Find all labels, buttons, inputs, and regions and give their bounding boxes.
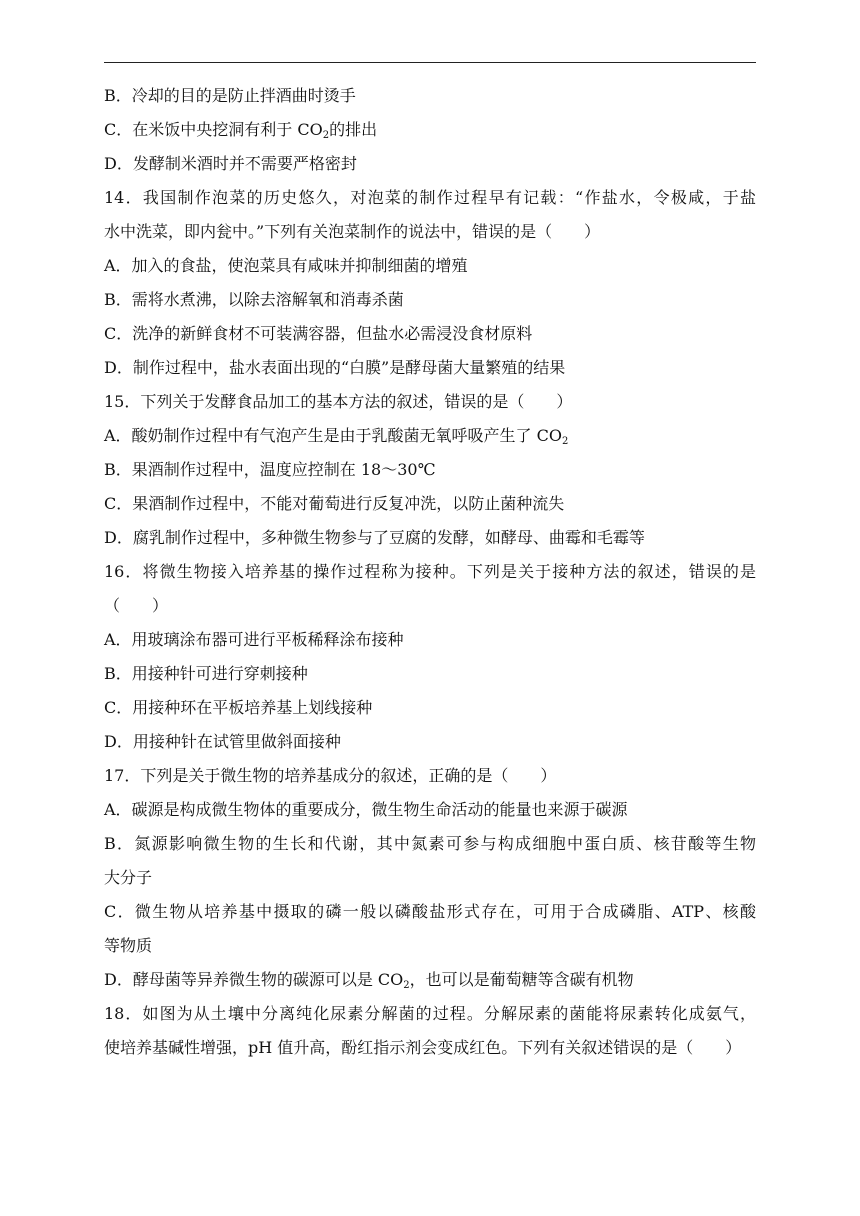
option-15b: B．果酒制作过程中，温度应控制在 18～30℃ — [104, 460, 436, 479]
option-17d: D．酵母菌等异养微生物的碳源可以是 $CO_2$，也可以是葡萄糖等含碳有机物 — [104, 970, 634, 991]
option-13b: B．冷却的目的是防止拌酒曲时烫手 — [104, 86, 356, 105]
option-13d: D．发酵制米酒时并不需要严格密封 — [104, 154, 357, 173]
question-17-stem: 17．下列是关于微生物的培养基成分的叙述，正确的是（ ） — [104, 766, 557, 785]
option-16b: B．用接种针可进行穿刺接种 — [104, 664, 308, 683]
question-16-stem-line-2: （ ） — [104, 596, 169, 615]
header-rule — [104, 62, 756, 63]
option-16c: C．用接种环在平板培养基上划线接种 — [104, 698, 373, 717]
option-17b-line-1: B．氮源影响微生物的生长和代谢，其中氮素可参与构成细胞中蛋白质、核苷酸等生物 — [104, 834, 756, 853]
option-14a: A．加入的食盐，使泡菜具有咸味并抑制细菌的增殖 — [104, 256, 468, 275]
option-14b: B．需将水煮沸，以除去溶解氧和消毒杀菌 — [104, 290, 404, 309]
question-14-stem-line-2: 水中洗菜，即内瓮中。”下列有关泡菜制作的说法中，错误的是（ ） — [104, 222, 601, 241]
option-14d: D．制作过程中，盐水表面出现的“白膜”是酵母菌大量繁殖的结果 — [104, 358, 566, 377]
question-15-stem: 15．下列关于发酵食品加工的基本方法的叙述，错误的是（ ） — [104, 392, 573, 411]
option-17c-line-2: 等物质 — [104, 936, 153, 955]
option-16a: A．用玻璃涂布器可进行平板稀释涂布接种 — [104, 630, 404, 649]
option-17c-line-1: C．微生物从培养基中摄取的磷一般以磷酸盐形式存在，可用于合成磷脂、ATP、核酸 — [104, 902, 756, 921]
option-17a: A．碳源是构成微生物体的重要成分，微生物生命活动的能量也来源于碳源 — [104, 800, 628, 819]
option-13c: C．在米饭中央挖洞有利于 $CO_2$的排出 — [104, 120, 378, 141]
question-18-stem-line-2: 使培养基碱性增强，pH 值升高，酚红指示剂会变成红色。下列有关叙述错误的是（ ） — [104, 1038, 742, 1057]
question-16-stem-line-1: 16．将微生物接入培养基的操作过程称为接种。下列是关于接种方法的叙述，错误的是 — [104, 562, 756, 581]
question-14-stem-line-1: 14．我国制作泡菜的历史悠久，对泡菜的制作过程早有记载：“作盐水，令极咸，于盐 — [104, 188, 756, 207]
option-15a: A．酸奶制作过程中有气泡产生是由于乳酸菌无氧呼吸产生了 $CO_2$ — [104, 426, 569, 447]
option-14c: C．洗净的新鲜食材不可装满容器，但盐水必需浸没食材原料 — [104, 324, 533, 343]
option-17b-line-2: 大分子 — [104, 868, 153, 887]
option-15d: D．腐乳制作过程中，多种微生物参与了豆腐的发酵，如酵母、曲霉和毛霉等 — [104, 528, 645, 547]
option-15c: C．果酒制作过程中，不能对葡萄进行反复冲洗，以防止菌种流失 — [104, 494, 565, 513]
option-16d: D．用接种针在试管里做斜面接种 — [104, 732, 341, 751]
question-18-stem-line-1: 18．如图为从土壤中分离纯化尿素分解菌的过程。分解尿素的菌能将尿素转化成氨气， — [104, 1004, 756, 1023]
